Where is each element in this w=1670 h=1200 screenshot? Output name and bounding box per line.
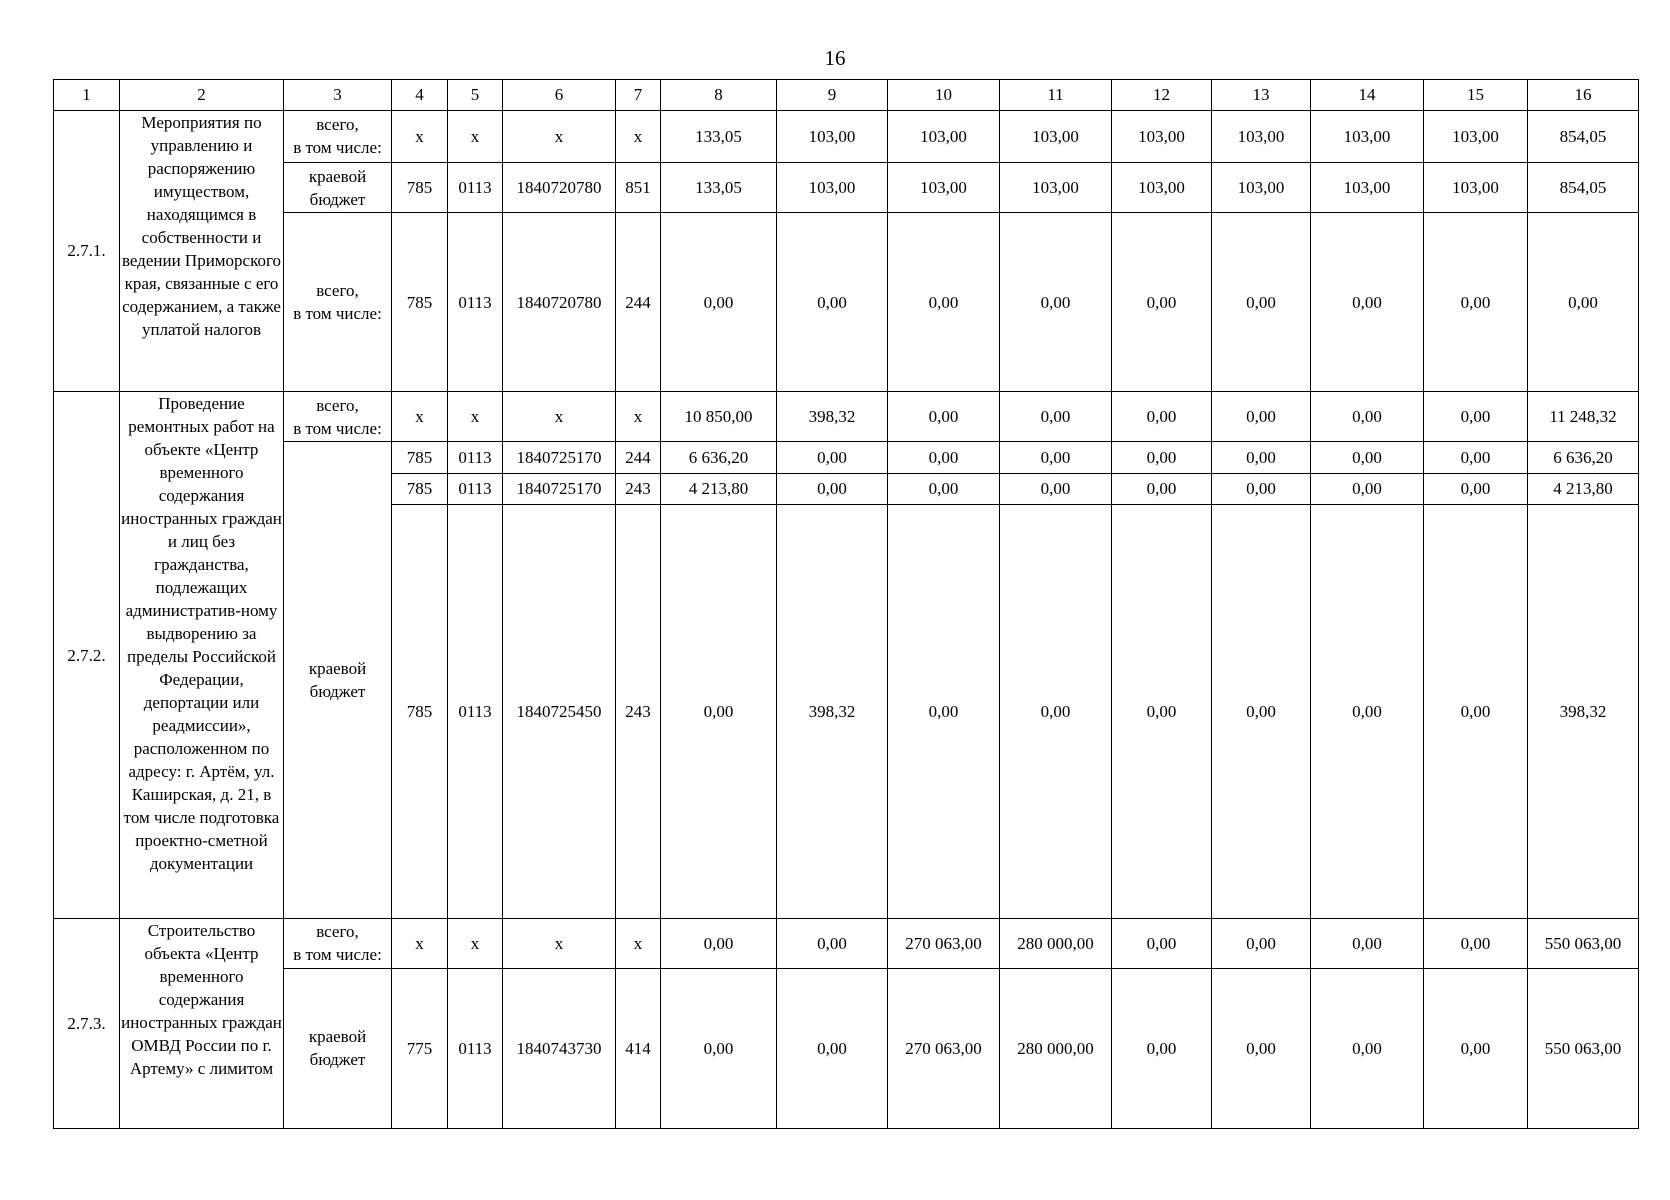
amount-cell: 103,00 [1311,163,1424,213]
amount-cell: 0,00 [1424,918,1528,968]
budget-code-c5: 0113 [448,968,503,1128]
amount-cell: 0,00 [888,212,1000,391]
budget-code-c6: 1840725170 [503,473,616,505]
amount-cell: 0,00 [777,473,888,505]
amount-cell: 6 636,20 [661,441,777,473]
amount-cell: 0,00 [777,212,888,391]
amount-cell: 103,00 [777,110,888,163]
amount-cell: 133,05 [661,163,777,213]
budget-code-c6: 1840720780 [503,212,616,391]
amount-cell: 0,00 [777,918,888,968]
funding-source [284,110,392,163]
amount-cell: 0,00 [1424,473,1528,505]
budget-code-c7: х [616,110,661,163]
table-row [54,441,1639,473]
amount-cell: 0,00 [1311,441,1424,473]
amount-cell: 4 213,80 [1528,473,1639,505]
budget-code-c5: 0113 [448,441,503,473]
budget-code-c5: х [448,392,503,442]
funding-source [284,968,392,1128]
amount-cell: 0,00 [1112,473,1212,505]
funding-source-line: в том числе: [293,304,382,324]
amount-cell: 0,00 [1311,392,1424,442]
funding-source [284,392,392,442]
amount-cell: 280 000,00 [1000,968,1112,1128]
amount-cell: 0,00 [1424,212,1528,391]
amount-cell: 103,00 [1000,163,1112,213]
budget-code-c7: 244 [616,212,661,391]
column-header: 1 [54,80,120,111]
amount-cell: 0,00 [1000,212,1112,391]
budget-code-c7: х [616,392,661,442]
budget-code-c6: 1840725450 [503,505,616,919]
amount-cell: 103,00 [1112,110,1212,163]
column-header: 14 [1311,80,1424,111]
amount-cell: 0,00 [1112,918,1212,968]
amount-cell: 0,00 [1311,918,1424,968]
budget-code-c5: х [448,918,503,968]
amount-cell: 0,00 [1424,968,1528,1128]
item-code: 2.7.2. [54,392,120,919]
budget-code-c4: 785 [392,163,448,213]
amount-cell: 854,05 [1528,110,1639,163]
funding-source [284,163,392,213]
amount-cell: 0,00 [1112,968,1212,1128]
amount-cell: 0,00 [1212,392,1311,442]
budget-code-c4: 775 [392,968,448,1128]
amount-cell: 0,00 [1212,505,1311,919]
amount-cell: 0,00 [1311,968,1424,1128]
budget-code-c6: х [503,918,616,968]
page-number: 16 [824,46,846,70]
amount-cell: 103,00 [1424,163,1528,213]
column-header: 2 [120,80,284,111]
amount-cell: 103,00 [1424,110,1528,163]
budget-code-c7: 244 [616,441,661,473]
column-header: 10 [888,80,1000,111]
funding-source-line: всего, [316,281,359,301]
amount-cell: 550 063,00 [1528,968,1639,1128]
amount-cell: 103,00 [1212,110,1311,163]
amount-cell: 133,05 [661,110,777,163]
item-description: Мероприятия по управлению и распоряжению имуществом, находящимся в собственности и ведении Приморского края, связанные с его содержанием, а также уплатой налогов [120,110,284,392]
funding-source-line: всего, [316,395,359,415]
budget-code-c7: 243 [616,505,661,919]
column-header: 7 [616,80,661,111]
column-header: 13 [1212,80,1311,111]
table-row [54,212,1639,391]
amount-cell: 0,00 [1212,968,1311,1128]
header-row [54,80,1639,111]
funding-source-line: бюджет [309,1050,366,1070]
budget-code-c6: 1840720780 [503,163,616,213]
amount-cell: 10 850,00 [661,392,777,442]
column-header: 11 [1000,80,1112,111]
amount-cell: 11 248,32 [1528,392,1639,442]
table-row [54,110,1639,163]
budget-code-c4: 785 [392,505,448,919]
budget-code-c7: х [616,918,661,968]
amount-cell: 103,00 [1311,110,1424,163]
budget-code-c6: х [503,392,616,442]
column-header: 5 [448,80,503,111]
table-body [54,80,1639,1129]
budget-code-c4: х [392,918,448,968]
amount-cell: 0,00 [661,968,777,1128]
amount-cell: 0,00 [1000,392,1112,442]
amount-cell: 0,00 [777,441,888,473]
budget-code-c4: 785 [392,473,448,505]
funding-source [284,212,392,391]
amount-cell: 280 000,00 [1000,918,1112,968]
amount-cell: 398,32 [1528,505,1639,919]
amount-cell: 0,00 [1000,473,1112,505]
amount-cell: 0,00 [888,392,1000,442]
table-row [54,392,1639,442]
column-header: 12 [1112,80,1212,111]
column-header: 3 [284,80,392,111]
budget-table [53,79,1639,1129]
amount-cell: 0,00 [1112,505,1212,919]
column-header: 15 [1424,80,1528,111]
funding-source-line: бюджет [309,189,366,209]
column-header: 9 [777,80,888,111]
amount-cell: 0,00 [1112,212,1212,391]
amount-cell: 0,00 [1424,392,1528,442]
item-code: 2.7.1. [54,110,120,392]
amount-cell: 398,32 [777,505,888,919]
amount-cell: 0,00 [1112,441,1212,473]
amount-cell: 4 213,80 [661,473,777,505]
column-header: 6 [503,80,616,111]
amount-cell: 6 636,20 [1528,441,1639,473]
funding-source-line: всего, [316,115,359,135]
budget-code-c4: 785 [392,212,448,391]
budget-code-c5: 0113 [448,163,503,213]
funding-source [284,441,392,918]
amount-cell: 0,00 [1424,505,1528,919]
budget-code-c4: 785 [392,441,448,473]
funding-source-line: бюджет [309,681,366,701]
amount-cell: 103,00 [888,163,1000,213]
funding-source-line: краевой [308,1027,367,1047]
amount-cell: 0,00 [1212,473,1311,505]
table-row [54,163,1639,213]
amount-cell: 0,00 [888,441,1000,473]
funding-source-line: в том числе: [293,138,382,158]
amount-cell: 103,00 [888,110,1000,163]
budget-code-c5: 0113 [448,212,503,391]
item-description: Проведение ремонтных работ на объекте «Центр временного содержания иностранных граждан и лиц без гражданства, подлежащих административ-ному выдворению за пределы Российской Федерации, депортации или реадмиссии», расположенном по адресу: г. Артём, ул. Каширская, д. 21, в том числе подготовка проектно-сметной документации [120,392,284,919]
funding-source-line: краевой [308,658,367,678]
amount-cell: 550 063,00 [1528,918,1639,968]
amount-cell: 103,00 [1000,110,1112,163]
amount-cell: 270 063,00 [888,968,1000,1128]
column-header: 4 [392,80,448,111]
amount-cell: 0,00 [661,505,777,919]
budget-code-c5: 0113 [448,473,503,505]
amount-cell: 0,00 [1212,441,1311,473]
amount-cell: 270 063,00 [888,918,1000,968]
funding-source-line: всего, [316,922,359,942]
budget-code-c6: 1840743730 [503,968,616,1128]
budget-code-c7: 851 [616,163,661,213]
amount-cell: 0,00 [1000,505,1112,919]
budget-code-c5: х [448,110,503,163]
funding-source [284,918,392,968]
amount-cell: 0,00 [1212,212,1311,391]
funding-source-line: в том числе: [293,945,382,965]
amount-cell: 0,00 [888,473,1000,505]
amount-cell: 0,00 [661,212,777,391]
amount-cell: 0,00 [1212,918,1311,968]
item-code: 2.7.3. [54,918,120,1128]
budget-code-c7: 414 [616,968,661,1128]
amount-cell: 854,05 [1528,163,1639,213]
amount-cell: 103,00 [1212,163,1311,213]
amount-cell: 0,00 [1112,392,1212,442]
column-header: 8 [661,80,777,111]
table-row [54,968,1639,1128]
amount-cell: 0,00 [1000,441,1112,473]
amount-cell: 398,32 [777,392,888,442]
amount-cell: 0,00 [1311,212,1424,391]
budget-code-c6: 1840725170 [503,441,616,473]
column-header: 16 [1528,80,1639,111]
amount-cell: 0,00 [888,505,1000,919]
amount-cell: 0,00 [661,918,777,968]
funding-source-line: краевой [308,166,367,186]
budget-code-c6: х [503,110,616,163]
amount-cell: 103,00 [777,163,888,213]
budget-code-c5: 0113 [448,505,503,919]
budget-code-c7: 243 [616,473,661,505]
amount-cell: 0,00 [1528,212,1639,391]
funding-source-line: в том числе: [293,418,382,438]
table-row [54,918,1639,968]
budget-code-c4: х [392,110,448,163]
amount-cell: 103,00 [1112,163,1212,213]
budget-code-c4: х [392,392,448,442]
item-description: Строительство объекта «Центр временного содержания иностранных граждан ОМВД России по г. Артему» с лимитом [120,918,284,1128]
amount-cell: 0,00 [1311,505,1424,919]
amount-cell: 0,00 [1424,441,1528,473]
amount-cell: 0,00 [777,968,888,1128]
amount-cell: 0,00 [1311,473,1424,505]
